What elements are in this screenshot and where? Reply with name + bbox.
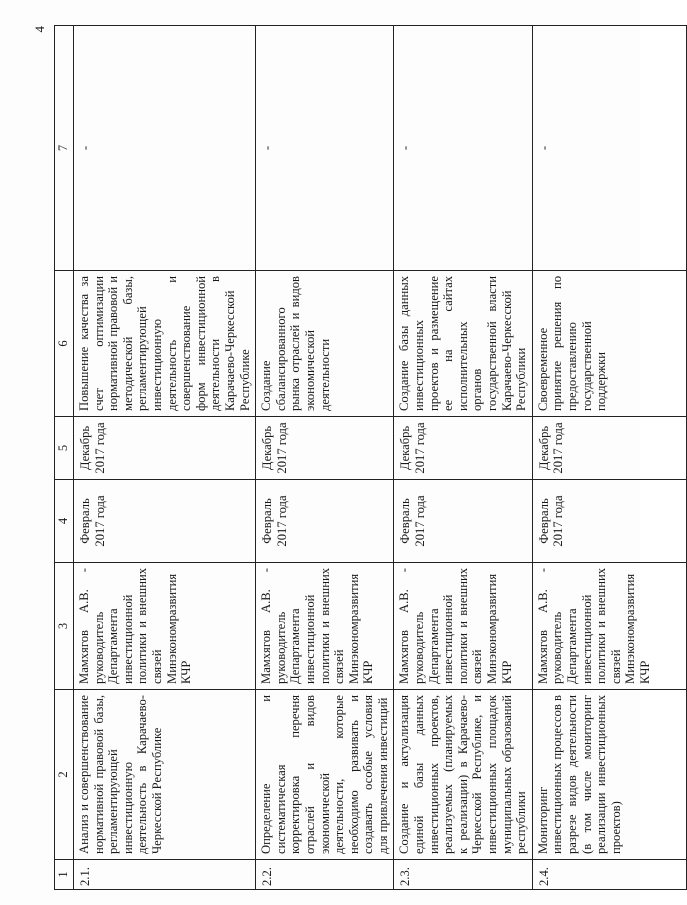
end-date-cell: Декабрь 2017 года	[532, 417, 686, 480]
note-cell: -	[394, 26, 532, 271]
start-date-cell: Февраль 2017 года	[532, 480, 686, 563]
task-cell: Мониторинг инвестиционных процессов в разрезе видов деятельности (в том числе мониторинг реализации инвестиционных проектов)	[532, 690, 686, 860]
start-date-cell: Февраль 2017 года	[256, 480, 394, 563]
result-cell: Создание сбалансированного рынка отраслей и видов экономической деятельности	[256, 271, 394, 417]
note-cell: -	[532, 26, 686, 271]
row-number: 2.3.	[394, 860, 532, 890]
plan-table	[54, 25, 687, 890]
task-cell: Анализ и совершенствование нормативной правовой базы, регламентирующей инвестиционную деятельность в Карачаево-Черкесской Республике	[74, 690, 256, 860]
end-date-cell: Декабрь 2017 года	[74, 417, 256, 480]
note-cell: -	[256, 26, 394, 271]
header-cell: 5	[55, 417, 74, 480]
end-date-cell: Декабрь 2017 года	[256, 417, 394, 480]
table-row	[532, 26, 686, 890]
responsible-cell: Мамхягов А.В. - руководитель Департамента инвестиционной политики и внешних связей Минэкономразвития КЧР	[394, 563, 532, 690]
header-cell: 4	[55, 480, 74, 563]
task-cell: Определение и систематическая корректировка перечня отраслей и видов экономической деятельности, которые необходимо развивать и создавать особые условия для привлечения инвестиций	[256, 690, 394, 860]
table-row	[394, 26, 532, 890]
header-row	[55, 26, 74, 890]
row-number: 2.1.	[74, 860, 256, 890]
table-row	[256, 26, 394, 890]
row-number: 2.4.	[532, 860, 686, 890]
result-cell: Создание базы данных инвестиционных проектов и размещение ее на сайтах исполнительных органов государственной власти Карачаево-Черкесской Республики	[394, 271, 532, 417]
responsible-cell: Мамхягов А.В. - руководитель Департамента инвестиционной политики и внешних связей Минэкономразвития КЧР	[74, 563, 256, 690]
start-date-cell: Февраль 2017 года	[74, 480, 256, 563]
result-cell: Своевременное принятие решения по предоставлению государственной поддержки	[532, 271, 686, 417]
header-cell: 6	[55, 271, 74, 417]
table-row	[74, 26, 256, 890]
responsible-cell: Мамхягов А.В. - руководитель Департамента инвестиционной политики и внешних связей Минэкономразвития КЧР	[532, 563, 686, 690]
start-date-cell: Февраль 2017 года	[394, 480, 532, 563]
responsible-cell: Мамхягов А.В. - руководитель Департамента инвестиционной политики и внешних связей Минэкономразвития КЧР	[256, 563, 394, 690]
header-cell: 2	[55, 690, 74, 860]
rotated-content	[32, 26, 654, 890]
result-cell: Повышение качества за счет оптимизации нормативной правовой и методической базы, регламентирующей инвестиционную деятельность и совершенствование форм инвестиционной деятельности в Карачаево-Черкесской Республике	[74, 271, 256, 417]
header-cell: 1	[55, 860, 74, 890]
row-number: 2.2.	[256, 860, 394, 890]
task-cell: Создание и актуализация единой базы данных инвестиционных проектов, реализуемых (планируемых к реализации) в Карачаево-Черкесской Республике, и инвестиционных площадок муниципальных образований республики	[394, 690, 532, 860]
header-cell: 7	[55, 26, 74, 271]
header-cell: 3	[55, 563, 74, 690]
page-number: 4	[32, 26, 47, 33]
note-cell: -	[74, 26, 256, 271]
end-date-cell: Декабрь 2017 года	[394, 417, 532, 480]
